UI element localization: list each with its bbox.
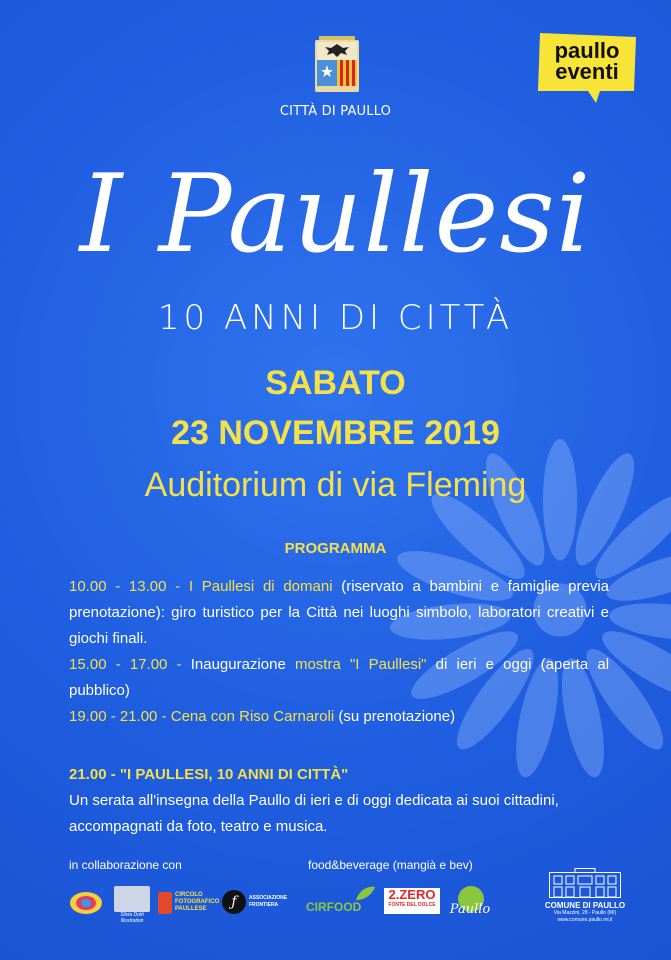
- event-subtitle: 10 ANNI DI CITTÀ: [157, 298, 514, 338]
- partner-logo-icon: [68, 890, 104, 916]
- comune-address: Via Mazzini, 28 - Paullo (MI): [553, 910, 617, 916]
- city-crest-icon: [313, 34, 361, 94]
- program-time: 15.00 - 17.00 -: [69, 656, 182, 673]
- program-title: mostra "I Paullesi": [294, 656, 427, 673]
- brand-line-2: eventi: [555, 59, 619, 84]
- comune-logo: [540, 868, 630, 924]
- paullo-eventi-logo: [546, 40, 628, 82]
- silvia-dotti-text: Silvia Dotti Illustration: [120, 912, 144, 924]
- circolo-fotografico-text: CIRCOLO FOTOGRAFICO PAULLESE: [175, 892, 220, 912]
- event-venue: Auditorium di via Fleming: [144, 466, 527, 504]
- program-item: [69, 704, 609, 730]
- program-item: [69, 574, 609, 652]
- program-title: I Paullesi di domani: [188, 578, 333, 595]
- city-name: CITTÀ DI PAULLO: [279, 104, 392, 119]
- frontiera-text: ASSOCIAZIONE FRONTIERA: [249, 895, 288, 908]
- program-list: [69, 574, 609, 730]
- silvia-dotti-logo: [112, 886, 152, 930]
- program-heading: PROGRAMMA: [284, 540, 387, 557]
- main-event: [69, 762, 629, 840]
- paullo-badge-logo: [448, 886, 492, 920]
- main-event-description: Un serata all'insegna della Paullo di ieri e di oggi dedicata ai suoi cittadini, accompagnati da foto, teatro e musica.: [69, 792, 559, 835]
- program-item: [69, 652, 609, 704]
- program-description: di ieri e oggi (aperta al pubblico): [69, 656, 610, 699]
- cirfood-text: CIRFOOD: [306, 900, 362, 914]
- town-hall-icon: [549, 868, 621, 898]
- comune-name: COMUNE DI PAULLO: [544, 901, 626, 910]
- brand-line-1: paullo: [554, 38, 620, 63]
- event-date: 23 NOVEMBRE 2019: [171, 414, 500, 452]
- cirfood-logo: [306, 886, 376, 916]
- program-title: Cena con Riso Carnaroli: [170, 708, 335, 725]
- program-description: (riservato a bambini e famiglie previa prenotazione): giro turistico per la Città nei luoghi simbolo, laboratori creativi e giochi finali.: [69, 578, 609, 647]
- fonte-del-dolce-text: FONTE DEL DOLCE: [388, 902, 436, 908]
- program-description: (su prenotazione): [338, 708, 456, 725]
- due-zero-text: 2.ZERO: [388, 887, 436, 902]
- food-label: food&beverage (mangià e bev): [308, 858, 473, 872]
- program-time: 19.00 - 21.00 -: [69, 708, 167, 725]
- frontiera-icon: ƒ: [222, 890, 246, 914]
- associazione-frontiera-logo: [222, 890, 294, 916]
- event-day: SABATO: [265, 364, 406, 402]
- program-prefix: Inaugurazione: [190, 656, 286, 673]
- program-time: 10.00 - 13.00 -: [69, 578, 181, 595]
- collab-label: in collaborazione con: [69, 858, 182, 872]
- event-title: I Paullesi: [79, 152, 592, 277]
- comune-website: www.comune.paullo.mi.it: [557, 917, 613, 923]
- circolo-fotografico-logo: [158, 890, 220, 918]
- main-event-title: 21.00 - "I PAULLESI, 10 ANNI DI CITTÀ": [69, 766, 349, 783]
- paullo-badge-text: Paullo: [449, 902, 491, 917]
- due-zero-logo: [384, 888, 440, 914]
